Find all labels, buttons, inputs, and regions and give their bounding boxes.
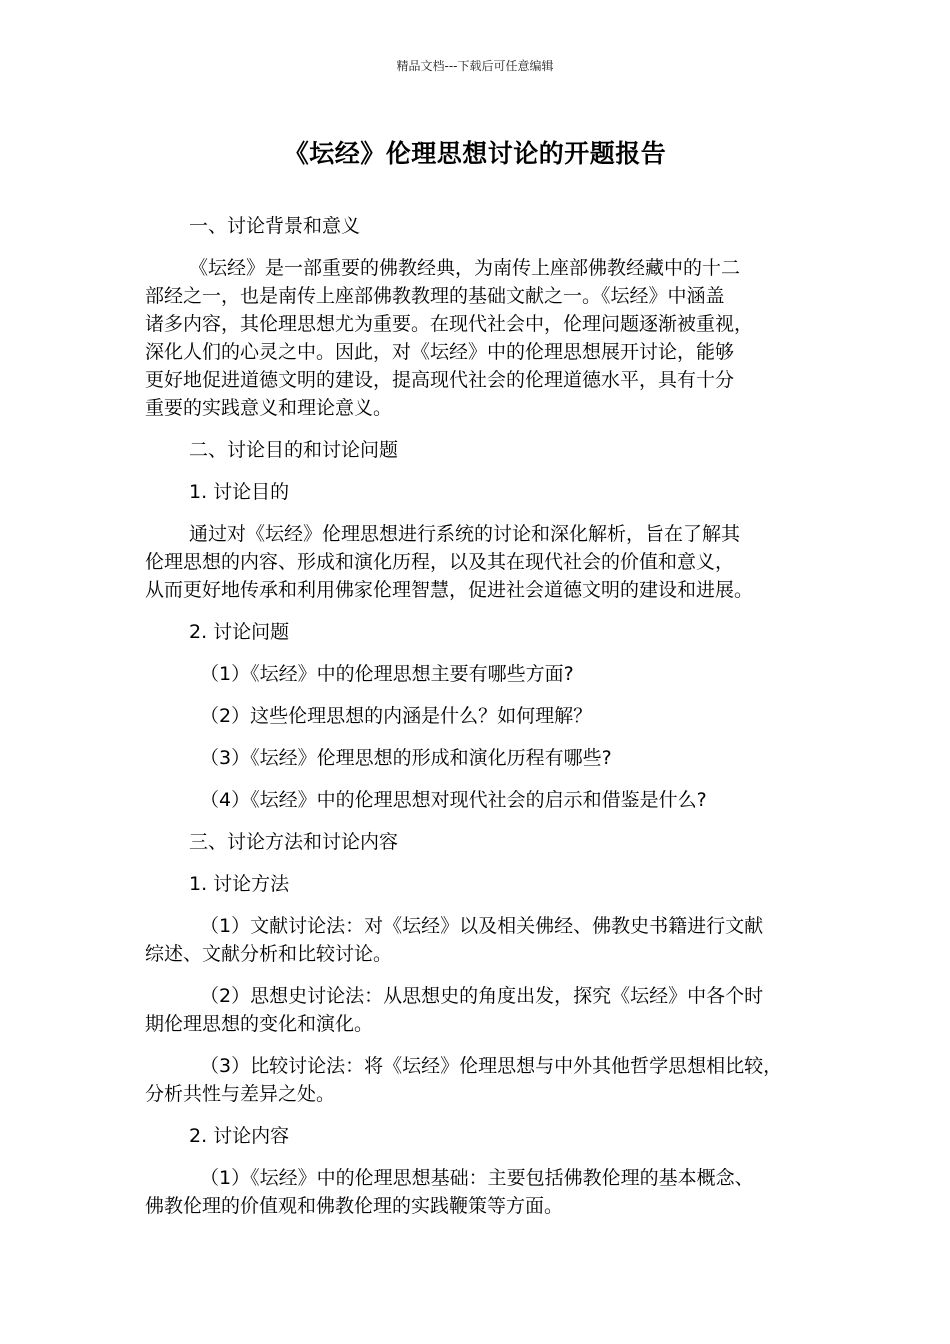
document-title: 《坛经》伦理思想讨论的开题报告 bbox=[283, 139, 667, 168]
paragraph-line: 重要的实践意义和理论意义。 bbox=[145, 397, 393, 419]
paragraph-line: （1）《坛经》中的伦理思想基础：主要包括佛教伦理的基本概念、 bbox=[200, 1167, 754, 1189]
methods-heading: 1. 讨论方法 bbox=[189, 873, 290, 895]
paragraph-line: 部经之一，也是南传上座部佛教教理的基础文献之一。《坛经》中涵盖 bbox=[145, 285, 725, 307]
paragraph-line: 伦理思想的内容、形成和演化历程，以及其在现代社会的价值和意义， bbox=[145, 551, 735, 573]
paragraph-line: 佛教伦理的价值观和佛教伦理的实践鞭策等方面。 bbox=[145, 1195, 564, 1217]
research-questions-heading: 2. 讨论问题 bbox=[189, 621, 290, 643]
page-header: 精品文档---下载后可任意编辑 bbox=[396, 59, 554, 73]
question-item: （1）《坛经》中的伦理思想主要有哪些方面? bbox=[200, 663, 574, 685]
paragraph-line: 更好地促进道德文明的建设，提高现代社会的伦理道德水平，具有十分 bbox=[145, 369, 735, 391]
question-item: （2）这些伦理思想的内涵是什么？如何理解？ bbox=[200, 705, 593, 727]
paragraph-line: 诸多内容，其伦理思想尤为重要。在现代社会中，伦理问题逐渐被重视， bbox=[145, 313, 754, 335]
research-purpose-heading: 1. 讨论目的 bbox=[189, 481, 290, 503]
content-1-paragraph bbox=[145, 1164, 825, 1220]
paragraph-line: 深化人们的心灵之中。因此，对《坛经》中的伦理思想展开讨论，能够 bbox=[145, 341, 735, 363]
paragraph-line: 通过对《坛经》伦理思想进行系统的讨论和深化解析，旨在了解其 bbox=[189, 523, 741, 545]
section-1-paragraph bbox=[145, 254, 825, 422]
section-2-heading: 二、讨论目的和讨论问题 bbox=[189, 439, 399, 461]
section-1-heading: 一、讨论背景和意义 bbox=[189, 215, 361, 237]
question-item: （3）《坛经》伦理思想的形成和演化历程有哪些? bbox=[200, 747, 612, 769]
method-3-paragraph bbox=[145, 1052, 825, 1108]
paragraph-line: 从而更好地传承和利用佛家伦理智慧，促进社会道德文明的建设和进展。 bbox=[145, 579, 754, 601]
section-3-heading: 三、讨论方法和讨论内容 bbox=[189, 831, 399, 853]
paragraph-line: （3）比较讨论法：将《坛经》伦理思想与中外其他哲学思想相比较， bbox=[200, 1055, 783, 1077]
paragraph-line: 期伦理思想的变化和演化。 bbox=[145, 1013, 374, 1035]
paragraph-line: 综述、文献分析和比较讨论。 bbox=[145, 943, 393, 965]
paragraph-line: （1）文献讨论法：对《坛经》以及相关佛经、佛教史书籍进行文献 bbox=[200, 915, 764, 937]
research-purpose-paragraph bbox=[145, 520, 825, 604]
content-heading: 2. 讨论内容 bbox=[189, 1125, 290, 1147]
paragraph-line: （2）思想史讨论法：从思想史的角度出发，探究《坛经》中各个时 bbox=[200, 985, 764, 1007]
paragraph-line: 《坛经》是一部重要的佛教经典，为南传上座部佛教经藏中的十二 bbox=[189, 257, 741, 279]
question-item: （4）《坛经》中的伦理思想对现代社会的启示和借鉴是什么? bbox=[200, 789, 707, 811]
paragraph-line: 分析共性与差异之处。 bbox=[145, 1083, 336, 1105]
method-1-paragraph bbox=[145, 912, 825, 968]
method-2-paragraph bbox=[145, 982, 825, 1038]
document-body bbox=[145, 212, 825, 1234]
